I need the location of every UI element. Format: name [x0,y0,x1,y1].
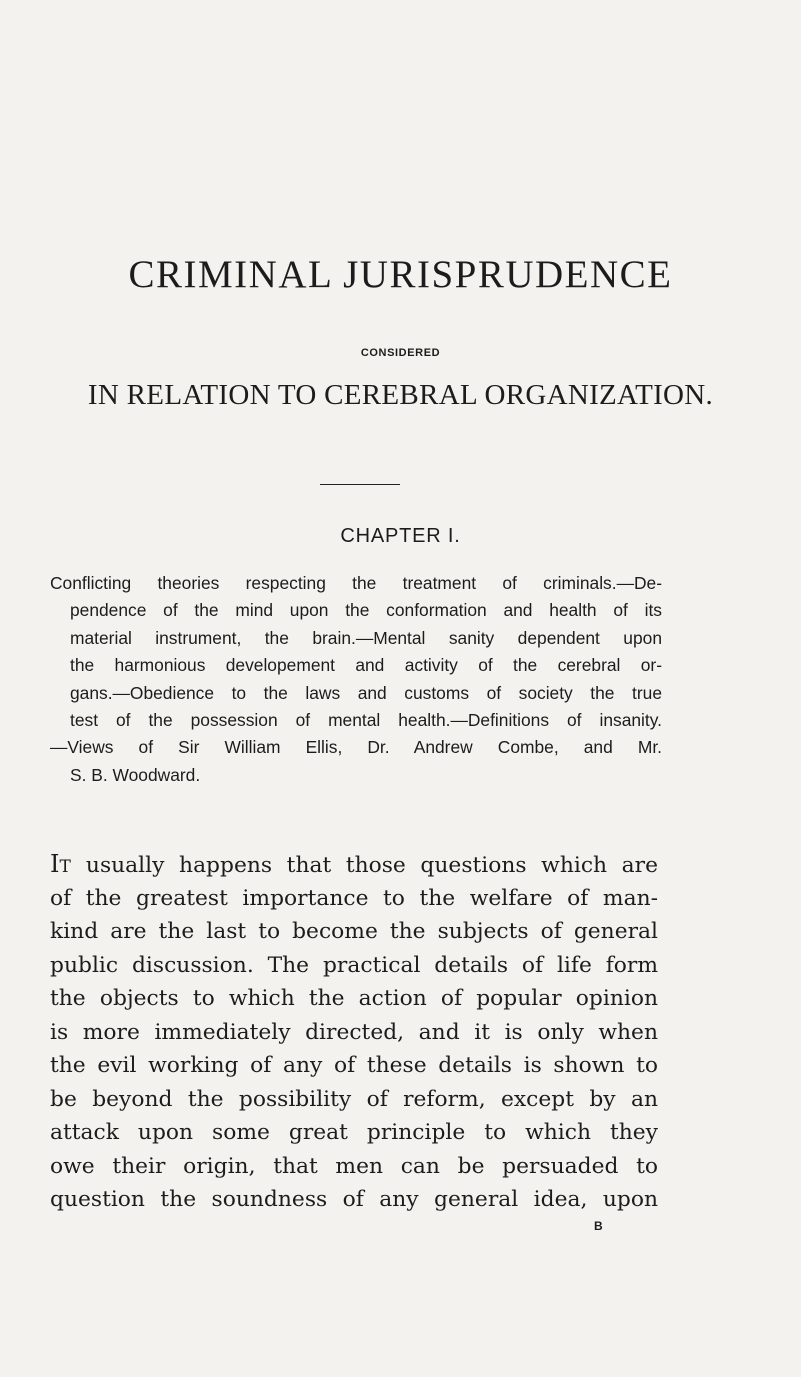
body-line: the objects to which the action of popular opinion [50,986,658,1011]
summary-line: Conflicting theories respecting the treatment of criminals.—De- [50,573,662,593]
summary-line: —Views of Sir William Ellis, Dr. Andrew Combe, and Mr. [50,737,662,758]
body-line: public discussion. The practical details of life form [50,952,658,978]
summary-line: test of the possession of mental health.—Definitions of insanity. [70,709,662,730]
body-text [50,848,658,1217]
body-line: the evil working of any of these details is shown to [50,1053,658,1078]
book-subtitle: IN RELATION TO CEREBRAL ORGANIZATION. [87,379,714,411]
body-line: of the greatest importance to the welfare of man- [50,885,658,911]
initial-small-caps: T [59,857,72,877]
body-line: question the soundness of any general idea, upon [50,1187,658,1212]
chapter-heading: CHAPTER I. [340,525,461,547]
body-line: kind are the last to become the subjects of general [50,919,658,944]
body-line: is more immediately directed, and it is only when [50,1019,658,1045]
summary-line: pendence of the mind upon the conformation and health of its [70,600,662,621]
body-line-text: usually happens that those questions which are [71,853,658,878]
chapter-summary [50,570,662,789]
book-title: CRIMINAL JURISPRUDENCE [128,253,673,296]
body-line: owe their origin, that men can be persuaded to [50,1153,658,1179]
summary-line: S. B. Woodward. [70,764,201,785]
summary-line: the harmonious developement and activity of the cerebral or- [70,655,662,676]
section-divider [320,484,400,485]
body-line: be beyond the possibility of reform, except by an [50,1086,658,1112]
summary-line: gans.—Obedience to the laws and customs of society the true [70,682,662,703]
considered-label: CONSIDERED [360,347,441,359]
body-line: attack upon some great principle to which they [50,1120,658,1145]
initial-capital: I [50,850,60,878]
body-line [50,848,658,882]
summary-line: material instrument, the brain.—Mental sanity dependent upon [70,627,662,648]
signature-mark: B [594,1219,603,1233]
